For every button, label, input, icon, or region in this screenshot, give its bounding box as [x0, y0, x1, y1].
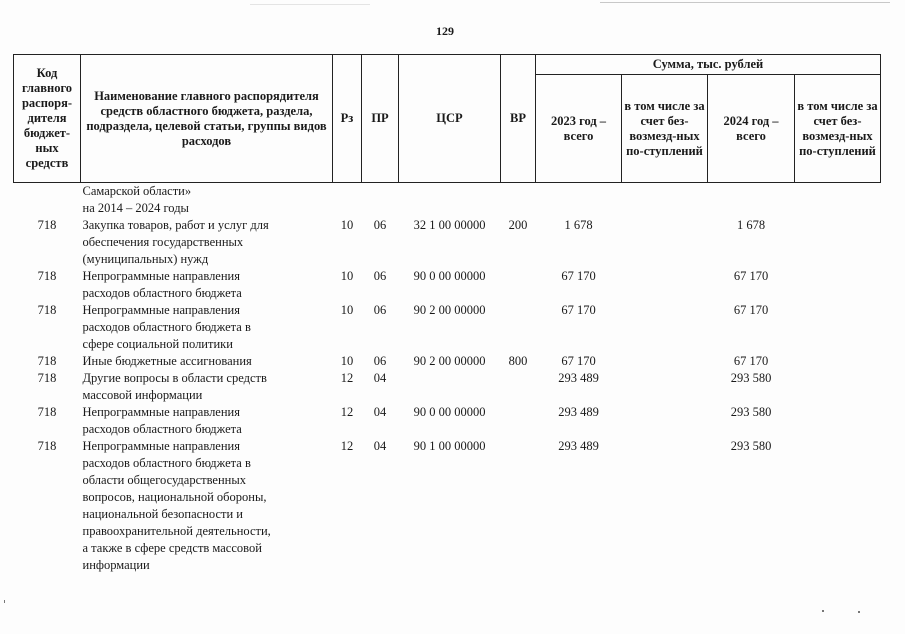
header-pr: ПР: [362, 55, 399, 183]
cell-rz: 12: [340, 439, 354, 453]
cell-2024-total: 293 580: [730, 405, 772, 419]
cell-2024-free: [795, 353, 881, 370]
scan-speck: [858, 611, 860, 613]
table-row: [14, 268, 881, 302]
cell-code: 718: [37, 354, 57, 368]
cell-2023-total: 1 678: [564, 218, 593, 232]
cell-2024-total: 67 170: [733, 354, 769, 368]
table-header: [14, 55, 881, 183]
cell-2023-total: 293 489: [558, 439, 599, 453]
cell-code: 718: [37, 371, 57, 385]
cell-vr: [501, 370, 536, 404]
cell-csr: 90 2 00 00000: [413, 354, 486, 368]
cell-2023-total: 293 489: [558, 371, 599, 385]
cell-2024-free: [795, 268, 881, 302]
cell-2023-free: [622, 370, 708, 404]
cell-csr: 90 2 00 00000: [413, 303, 486, 317]
table-row: [14, 370, 881, 404]
cell-rz: 10: [340, 218, 354, 232]
cell-name: Закупка товаров, работ и услуг для обеспечения государственных (муниципальных) нужд: [82, 218, 269, 266]
cell-csr: 90 0 00 00000: [413, 405, 486, 419]
cell-pr: 04: [373, 371, 387, 385]
cell-2023-total: 67 170: [561, 354, 596, 368]
cell-vr: [501, 438, 536, 574]
cell-rz: 10: [340, 269, 354, 283]
cell-csr: 90 0 00 00000: [413, 269, 486, 283]
cell-2023-free: [622, 404, 708, 438]
header-vr: ВР: [501, 55, 536, 183]
table-body: [14, 183, 881, 575]
table-row: [14, 217, 881, 268]
cell-vr: [501, 302, 536, 353]
table-row: [14, 438, 881, 574]
page-number: 129: [436, 24, 454, 38]
cell-code: 718: [37, 303, 57, 317]
header-code: Код главного распоря-дителя бюджет-ных средств: [14, 55, 81, 183]
cell-pr: 04: [373, 405, 387, 419]
cell-name: Другие вопросы в области средств массовой информации: [82, 371, 267, 402]
cell-name: Непрограммные направления расходов областного бюджета: [82, 405, 242, 436]
cell-2023-total: 67 170: [561, 303, 596, 317]
cell-vr: [501, 404, 536, 438]
cell-2024-free: [795, 302, 881, 353]
continuation-row: [14, 183, 881, 218]
cell-2024-total: 293 580: [730, 439, 772, 453]
header-2023-total: 2023 год – всего: [536, 75, 622, 183]
cell-name: Непрограммные направления расходов областного бюджета: [82, 269, 242, 300]
cell-pr: 04: [373, 439, 387, 453]
cell-code: 718: [37, 439, 57, 453]
cell-pr: 06: [373, 269, 387, 283]
continuation-line: на 2014 – 2024 годы: [82, 201, 189, 215]
cell-pr: 06: [373, 218, 387, 232]
cell-vr: 800: [508, 354, 528, 368]
continuation-line: Самарской области»: [82, 184, 192, 198]
cell-2023-total: 293 489: [558, 405, 599, 419]
cell-code: 718: [37, 269, 57, 283]
cell-2024-total: 67 170: [733, 269, 769, 283]
cell-2024-total: 67 170: [733, 303, 769, 317]
header-sum-group: Сумма, тыс. рублей: [536, 55, 881, 75]
cell-vr: [501, 268, 536, 302]
cell-rz: 12: [340, 405, 354, 419]
cell-2023-free: [622, 353, 708, 370]
cell-2023-free: [622, 302, 708, 353]
cell-pr: 06: [373, 354, 387, 368]
cell-rz: 12: [340, 371, 354, 385]
cell-csr: 90 1 00 00000: [413, 439, 486, 453]
scan-artifact-line: [250, 4, 370, 5]
table-row: [14, 353, 881, 370]
cell-rz: 10: [340, 354, 354, 368]
cell-code: 718: [37, 405, 57, 419]
header-csr: ЦСР: [399, 55, 501, 183]
cell-2024-total: 293 580: [730, 371, 772, 385]
cell-2023-free: [622, 438, 708, 574]
header-2024-free: в том числе за счет без-возмезд-ных по-ступлений: [795, 75, 881, 183]
cell-name: Непрограммные направления расходов областного бюджета в области общегосударственных вопросов, национальной обороны, национальной безопасности и правоохранительной деятельности, а также в сфере средств массовой информации: [82, 439, 271, 572]
cell-2023-free: [622, 268, 708, 302]
cell-2024-free: [795, 370, 881, 404]
cell-pr: 06: [373, 303, 387, 317]
cell-rz: 10: [340, 303, 354, 317]
header-name: Наименование главного распорядителя средств областного бюджета, раздела, подраздела, целевой статьи, группы видов расходов: [81, 55, 333, 183]
cell-2024-free: [795, 404, 881, 438]
cell-2024-free: [795, 217, 881, 268]
scan-artifact-line: [600, 2, 890, 3]
cell-vr: 200: [508, 218, 528, 232]
table-row: [14, 404, 881, 438]
header-2023-free: в том числе за счет без-возмезд-ных по-ступлений: [622, 75, 708, 183]
scan-speck: [4, 600, 5, 603]
cell-csr: 32 1 00 00000: [413, 218, 486, 232]
cell-csr: [399, 370, 501, 404]
table-row: [14, 302, 881, 353]
budget-table: [13, 54, 881, 574]
cell-2024-free: [795, 438, 881, 574]
header-rz: Рз: [333, 55, 362, 183]
cell-code: 718: [37, 218, 57, 232]
header-2024-total: 2024 год – всего: [708, 75, 795, 183]
cell-name: Иные бюджетные ассигнования: [82, 354, 252, 368]
cell-2024-total: 1 678: [736, 218, 766, 232]
cell-2023-free: [622, 217, 708, 268]
scan-speck: [822, 610, 824, 612]
cell-name: Непрограммные направления расходов областного бюджета в сфере социальной политики: [82, 303, 251, 351]
cell-2023-total: 67 170: [561, 269, 596, 283]
